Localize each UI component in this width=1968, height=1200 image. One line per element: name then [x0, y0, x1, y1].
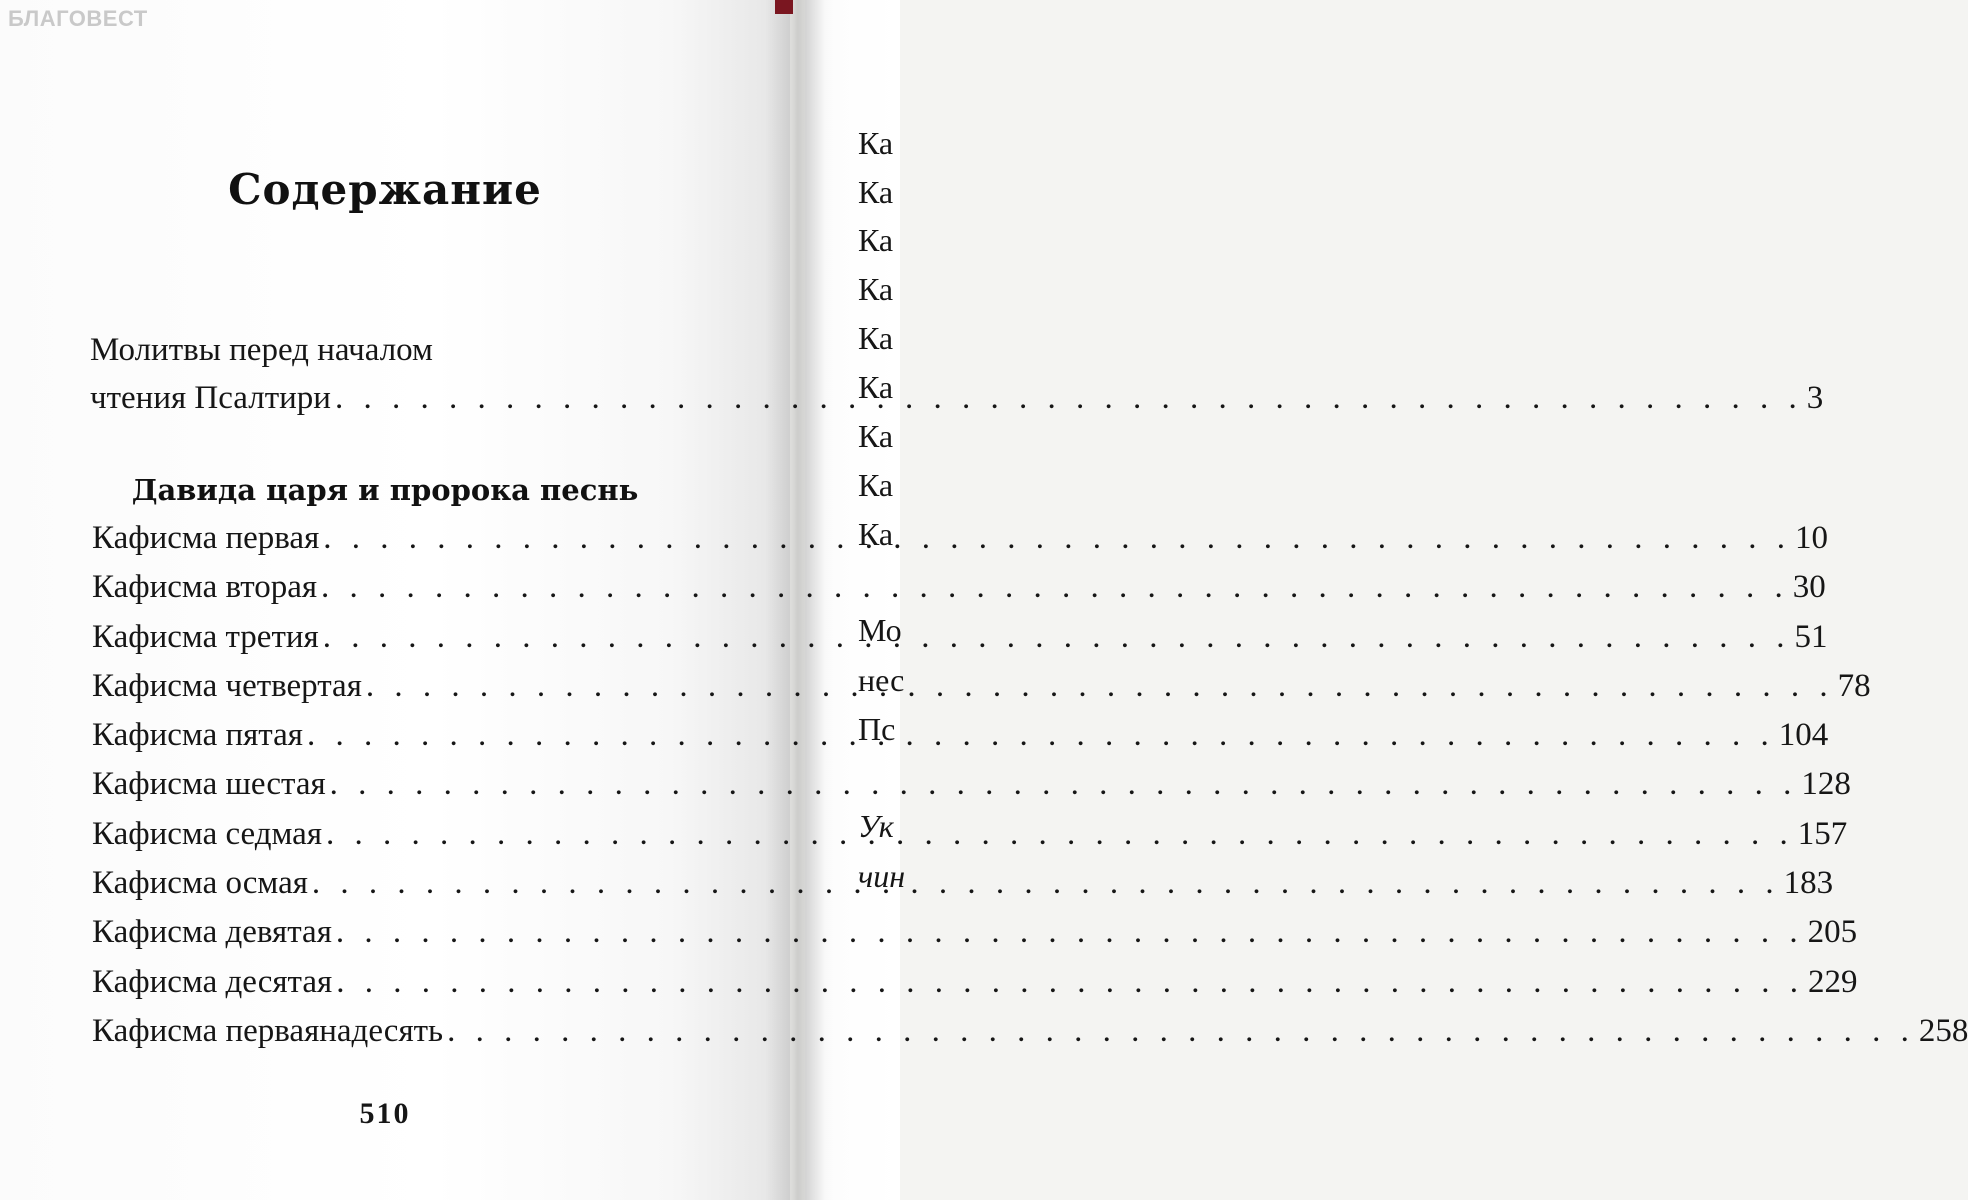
toc-entry-page: 157	[1797, 815, 1848, 852]
right-fragment: Ка	[858, 125, 894, 161]
toc-entry-label: чтения Псалтири	[90, 380, 331, 416]
right-fragment: Ук	[858, 808, 894, 844]
toc-entry-page: 128	[1801, 766, 1851, 803]
toc-entry	[92, 963, 1858, 1013]
page-number: 510	[359, 1097, 411, 1130]
toc-entry-label: Кафисма седмая	[92, 815, 323, 852]
toc-entry-page: 78	[1837, 667, 1871, 704]
right-fragment: Ка	[858, 320, 894, 356]
right-fragment: нес	[858, 662, 905, 698]
right-fragment: Ка	[858, 369, 894, 405]
toc-entry-label: Кафисма перваянадесять	[92, 1012, 444, 1049]
toc-entry-page: 10	[1795, 520, 1828, 556]
toc-entry-page: 183	[1783, 865, 1834, 902]
dot-leader	[336, 964, 1804, 1001]
right-fragment: Ка	[858, 271, 894, 307]
toc-entry-label: Кафисма пятая	[92, 717, 303, 754]
toc-entry-label: Кафисма шестая	[92, 766, 326, 803]
toc-entry-page: 51	[1794, 618, 1828, 655]
toc-entry-label: Кафисма первая	[92, 520, 320, 556]
binding-edge	[775, 0, 793, 14]
toc-entry-label: Кафисма осмая	[92, 865, 308, 902]
dot-leader	[447, 1013, 1915, 1050]
right-fragment: Ка	[858, 516, 894, 552]
toc-entry-label: Кафисма девятая	[92, 914, 332, 951]
section-heading: Давида царя и пророка песнь	[131, 473, 639, 507]
right-fragment: Ка	[858, 418, 894, 454]
dot-leader	[326, 816, 1794, 853]
toc-entry-label: Кафисма четвертая	[92, 667, 362, 704]
page-title: Содержание	[228, 165, 542, 214]
dot-leader	[307, 717, 1775, 754]
toc-entry-label: Кафисма вторая	[92, 569, 318, 606]
watermark-logo: БЛАГОВЕСТ	[8, 6, 148, 31]
right-fragment: Ка	[858, 174, 894, 210]
dot-leader	[336, 914, 1804, 951]
dot-leader	[330, 766, 1798, 803]
dot-leader	[321, 569, 1789, 606]
toc-prayer-line1: Молитвы перед началом	[90, 332, 433, 368]
right-fragment: Мо	[858, 612, 902, 648]
toc-entry	[92, 569, 1826, 618]
toc-entry-label: Кафисма третия	[92, 618, 319, 655]
toc-entry-page: 229	[1807, 963, 1858, 1000]
toc-entry-label: Кафисма десятая	[92, 963, 333, 1000]
toc-entry-page: 30	[1792, 569, 1826, 606]
toc-entry	[92, 766, 1851, 815]
toc-entry-page: 104	[1778, 717, 1829, 754]
toc-entry	[92, 1012, 1968, 1062]
toc-entry-page: 258	[1918, 1012, 1968, 1049]
dot-leader	[323, 520, 1791, 557]
dot-leader	[366, 668, 1834, 705]
dot-leader	[323, 619, 1791, 656]
right-fragment: Ка	[858, 467, 894, 503]
right-fragment: Ка	[858, 222, 894, 258]
right-fragment: Пс	[858, 711, 896, 747]
right-fragment: чин	[858, 858, 906, 894]
toc-entry	[92, 520, 1828, 569]
dot-leader	[335, 374, 1803, 422]
toc-entry-page: 205	[1807, 914, 1858, 951]
toc-entry	[92, 914, 1858, 963]
toc-entry-page: 3	[1806, 380, 1824, 416]
dot-leader	[312, 865, 1780, 902]
